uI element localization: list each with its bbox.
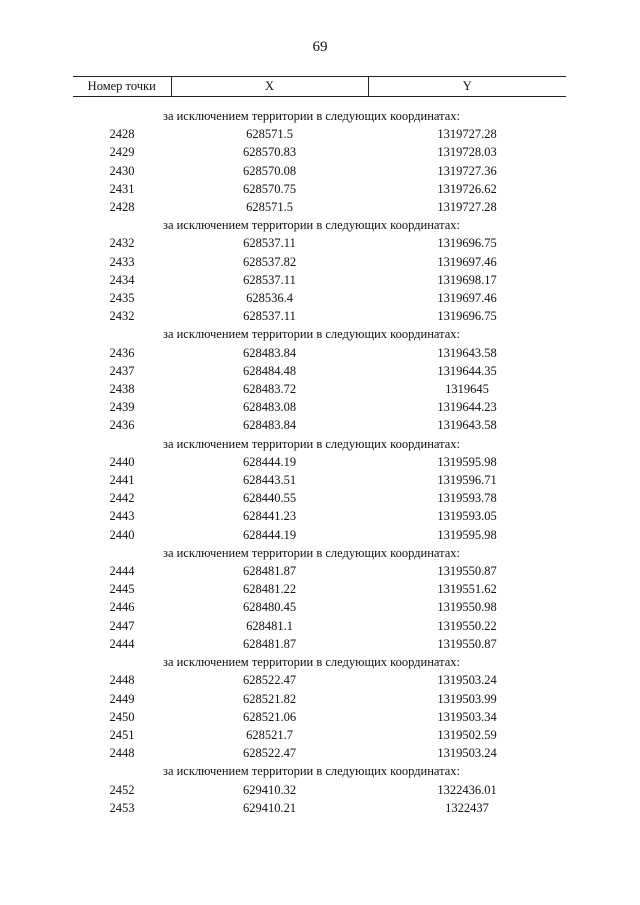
x-coordinate-cell: 628481.1	[246, 618, 293, 633]
point-number-cell: 2436	[109, 418, 135, 433]
table-row	[73, 125, 566, 143]
x-coordinate-cell: 628483.72	[242, 382, 297, 397]
y-coordinate-cell: 1319550.98	[437, 600, 497, 615]
table-row	[73, 562, 566, 580]
x-coordinate-cell: 628521.7	[246, 727, 293, 742]
section-label: за исключением территории в следующих координатах:	[163, 327, 461, 342]
y-coordinate-cell: 1319698.17	[437, 272, 497, 287]
table-row	[73, 617, 566, 635]
table-row	[73, 253, 566, 271]
point-number-cell: 2451	[109, 727, 135, 742]
table-row	[73, 690, 566, 708]
header-point-number: Номер точки	[73, 77, 171, 97]
table-row	[73, 162, 566, 180]
point-number-cell: 2440	[109, 454, 135, 469]
x-coordinate-cell: 628481.87	[242, 636, 297, 651]
y-coordinate-cell: 1319727.28	[437, 200, 497, 215]
y-coordinate-cell: 1319595.98	[437, 527, 497, 542]
y-coordinate-cell: 1319727.36	[437, 163, 497, 178]
table-row	[73, 271, 566, 289]
table-row	[73, 416, 566, 434]
y-coordinate-cell: 1319596.71	[437, 473, 497, 488]
y-coordinate-cell: 1319503.24	[437, 673, 497, 688]
y-coordinate-cell: 1319503.99	[437, 691, 497, 706]
table-row	[73, 635, 566, 653]
y-coordinate-cell: 1319643.58	[437, 418, 497, 433]
y-coordinate-cell: 1319643.58	[437, 345, 497, 360]
x-coordinate-cell: 628522.47	[242, 673, 297, 688]
x-coordinate-cell: 628570.83	[242, 145, 297, 160]
point-number-cell: 2449	[109, 691, 135, 706]
table-row	[73, 307, 566, 325]
x-coordinate-cell: 628481.22	[242, 582, 297, 597]
x-coordinate-cell: 628537.82	[242, 254, 297, 269]
table-row	[73, 234, 566, 252]
point-number-cell: 2435	[109, 291, 135, 306]
table-row	[73, 708, 566, 726]
y-coordinate-cell: 1319697.46	[437, 254, 497, 269]
y-coordinate-cell: 1319503.34	[437, 709, 497, 724]
x-coordinate-cell: 628444.19	[242, 454, 297, 469]
y-coordinate-cell: 1319551.62	[437, 582, 497, 597]
header-x: X	[171, 77, 368, 97]
x-coordinate-cell: 628570.75	[242, 181, 297, 196]
section-label: за исключением территории в следующих координатах:	[163, 436, 461, 451]
point-number-cell: 2434	[109, 272, 135, 287]
x-coordinate-cell: 628441.23	[242, 509, 297, 524]
table-row	[73, 180, 566, 198]
x-coordinate-cell: 628521.82	[242, 691, 297, 706]
section-label-row	[73, 325, 566, 343]
y-coordinate-cell: 1319550.87	[437, 636, 497, 651]
y-coordinate-cell: 1319593.78	[437, 491, 497, 506]
section-label-row	[73, 435, 566, 453]
y-coordinate-cell: 1319728.03	[437, 145, 497, 160]
x-coordinate-cell: 628522.47	[242, 746, 297, 761]
x-coordinate-cell: 628440.55	[242, 491, 297, 506]
point-number-cell: 2442	[109, 491, 135, 506]
y-coordinate-cell: 1319696.75	[437, 309, 497, 324]
x-coordinate-cell: 628571.5	[246, 200, 293, 215]
x-coordinate-cell: 628483.84	[242, 345, 297, 360]
section-label-row	[73, 653, 566, 671]
point-number-cell: 2441	[109, 473, 135, 488]
table-row	[73, 453, 566, 471]
point-number-cell: 2429	[109, 145, 135, 160]
section-label: за исключением территории в следующих координатах:	[163, 545, 461, 560]
section-label: за исключением территории в следующих координатах:	[163, 764, 461, 779]
x-coordinate-cell: 628480.45	[242, 600, 297, 615]
x-coordinate-cell: 629410.32	[242, 782, 297, 797]
y-coordinate-cell: 1319645	[445, 382, 489, 397]
y-coordinate-cell: 1319503.24	[437, 746, 497, 761]
table-row	[73, 344, 566, 362]
point-number-cell: 2438	[109, 382, 135, 397]
point-number-cell: 2428	[109, 200, 135, 215]
section-label: за исключением территории в следующих координатах:	[163, 218, 461, 233]
table-row	[73, 507, 566, 525]
page-number: 69	[312, 39, 328, 55]
y-coordinate-cell: 1319593.05	[437, 509, 497, 524]
x-coordinate-cell: 628481.87	[242, 564, 297, 579]
point-number-cell: 2445	[109, 582, 135, 597]
x-coordinate-cell: 628521.06	[242, 709, 297, 724]
point-number-cell: 2448	[109, 746, 135, 761]
coordinates-table	[73, 76, 566, 817]
header-spacer	[73, 97, 566, 108]
table-row	[73, 744, 566, 762]
point-number-cell: 2437	[109, 363, 135, 378]
section-label: за исключением территории в следующих координатах:	[163, 109, 461, 123]
point-number-cell: 2452	[109, 782, 135, 797]
section-label-row	[73, 216, 566, 234]
x-coordinate-cell: 628444.19	[242, 527, 297, 542]
table-row	[73, 398, 566, 416]
table-row	[73, 580, 566, 598]
point-number-cell: 2447	[109, 618, 135, 633]
table-row	[73, 526, 566, 544]
y-coordinate-cell: 1319696.75	[437, 236, 497, 251]
table-row	[73, 598, 566, 616]
x-coordinate-cell: 628483.08	[242, 400, 297, 415]
table-row	[73, 726, 566, 744]
y-coordinate-cell: 1319502.59	[437, 727, 497, 742]
point-number-cell: 2453	[109, 800, 135, 815]
y-coordinate-cell: 1319644.23	[437, 400, 497, 415]
point-number-cell: 2446	[109, 600, 135, 615]
y-coordinate-cell: 1319697.46	[437, 291, 497, 306]
point-number-cell: 2430	[109, 163, 135, 178]
point-number-cell: 2448	[109, 673, 135, 688]
table-row	[73, 489, 566, 507]
section-label-row	[73, 107, 566, 125]
x-coordinate-cell: 628536.4	[246, 291, 293, 306]
table-body	[73, 97, 566, 817]
section-label-row	[73, 762, 566, 780]
point-number-cell: 2428	[109, 127, 135, 142]
point-number-cell: 2443	[109, 509, 135, 524]
x-coordinate-cell: 628443.51	[242, 473, 297, 488]
y-coordinate-cell: 1319550.87	[437, 564, 497, 579]
point-number-cell: 2440	[109, 527, 135, 542]
point-number-cell: 2432	[109, 309, 135, 324]
y-coordinate-cell: 1319726.62	[437, 181, 497, 196]
point-number-cell: 2450	[109, 709, 135, 724]
point-number-cell: 2436	[109, 345, 135, 360]
point-number-cell: 2444	[109, 564, 135, 579]
table-row	[73, 781, 566, 799]
point-number-cell: 2444	[109, 636, 135, 651]
y-coordinate-cell: 1319550.22	[437, 618, 497, 633]
table-header	[73, 77, 566, 97]
section-label-row	[73, 544, 566, 562]
x-coordinate-cell: 628537.11	[243, 272, 296, 287]
x-coordinate-cell: 628571.5	[246, 127, 293, 142]
table-row	[73, 289, 566, 307]
x-coordinate-cell: 628537.11	[243, 309, 296, 324]
table-row	[73, 143, 566, 161]
point-number-cell: 2433	[109, 254, 135, 269]
x-coordinate-cell: 628537.11	[243, 236, 296, 251]
point-number-cell: 2439	[109, 400, 135, 415]
x-coordinate-cell: 628484.48	[242, 363, 297, 378]
x-coordinate-cell: 629410.21	[242, 800, 297, 815]
y-coordinate-cell: 1319595.98	[437, 454, 497, 469]
point-number-cell: 2431	[109, 181, 135, 196]
table-row	[73, 198, 566, 216]
x-coordinate-cell: 628483.84	[242, 418, 297, 433]
point-number-cell: 2432	[109, 236, 135, 251]
y-coordinate-cell: 1322436.01	[437, 782, 497, 797]
y-coordinate-cell: 1319644.35	[437, 363, 497, 378]
section-label: за исключением территории в следующих координатах:	[163, 655, 461, 670]
y-coordinate-cell: 1322437	[445, 800, 489, 815]
y-coordinate-cell: 1319727.28	[437, 127, 497, 142]
header-y: Y	[368, 77, 566, 97]
table-row	[73, 362, 566, 380]
table-row	[73, 471, 566, 489]
x-coordinate-cell: 628570.08	[242, 163, 297, 178]
table-row	[73, 380, 566, 398]
header-row	[73, 77, 566, 97]
table-row	[73, 799, 566, 817]
table-row	[73, 671, 566, 689]
